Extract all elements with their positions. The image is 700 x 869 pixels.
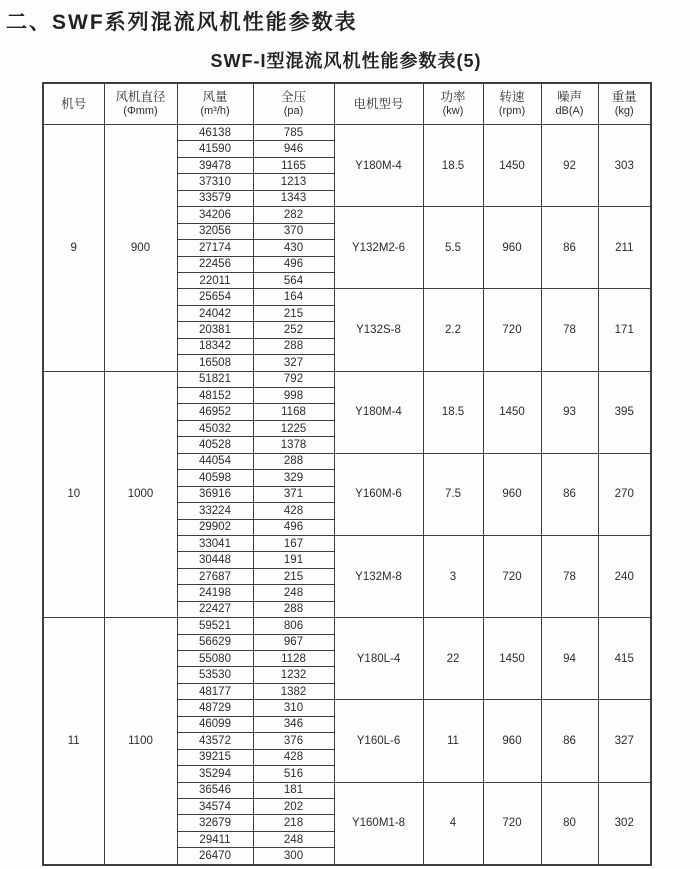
pressure-cell: 1213 <box>253 174 334 190</box>
flow-cell: 27687 <box>177 568 253 584</box>
pressure-cell: 282 <box>253 207 334 223</box>
flow-cell: 41590 <box>177 141 253 157</box>
speed-cell: 720 <box>483 535 541 617</box>
diameter-cell: 900 <box>104 125 177 372</box>
col-header-weight <box>598 83 651 125</box>
noise-cell: 86 <box>541 453 598 535</box>
pressure-cell: 215 <box>253 305 334 321</box>
power-cell: 5.5 <box>423 207 483 289</box>
flow-cell: 36916 <box>177 486 253 502</box>
pressure-cell: 310 <box>253 700 334 716</box>
col-header-unit: (pa) <box>283 105 304 117</box>
col-header-unit: (Φmm) <box>123 105 158 117</box>
pressure-cell: 430 <box>253 240 334 256</box>
motor-model-cell: Y180L-4 <box>334 618 423 700</box>
flow-cell: 26470 <box>177 848 253 865</box>
flow-cell: 33224 <box>177 503 253 519</box>
flow-cell: 44054 <box>177 453 253 469</box>
speed-cell: 1450 <box>483 125 541 207</box>
flow-cell: 37310 <box>177 174 253 190</box>
flow-cell: 18342 <box>177 338 253 354</box>
col-header-label: 噪声 <box>556 90 582 104</box>
weight-cell: 270 <box>598 453 651 535</box>
machine-no-cell: 10 <box>43 371 104 618</box>
noise-cell: 86 <box>541 207 598 289</box>
col-header-unit: dB(A) <box>555 105 584 117</box>
pressure-cell: 202 <box>253 798 334 814</box>
flow-cell: 53530 <box>177 667 253 683</box>
flow-cell: 32056 <box>177 223 253 239</box>
pressure-cell: 300 <box>253 848 334 865</box>
col-header-unit: (rpm) <box>498 105 526 117</box>
motor-model-cell: Y160L-6 <box>334 700 423 782</box>
power-cell: 7.5 <box>423 453 483 535</box>
col-header-noise <box>541 83 598 125</box>
flow-cell: 30448 <box>177 552 253 568</box>
flow-cell: 43572 <box>177 733 253 749</box>
noise-cell: 94 <box>541 618 598 700</box>
speed-cell: 960 <box>483 207 541 289</box>
flow-cell: 36546 <box>177 782 253 798</box>
pressure-cell: 1168 <box>253 404 334 420</box>
noise-cell: 93 <box>541 371 598 453</box>
pressure-cell: 167 <box>253 535 334 551</box>
table-row <box>43 618 651 634</box>
weight-cell: 415 <box>598 618 651 700</box>
speed-cell: 720 <box>483 782 541 865</box>
table-row <box>43 371 651 387</box>
pressure-cell: 191 <box>253 552 334 568</box>
col-header-speed <box>483 83 541 125</box>
col-header-label: 风量 <box>202 90 228 104</box>
pressure-cell: 288 <box>253 601 334 617</box>
pressure-cell: 329 <box>253 470 334 486</box>
flow-cell: 39215 <box>177 749 253 765</box>
pressure-cell: 218 <box>253 815 334 831</box>
col-header-unit: (m³/h) <box>200 105 230 117</box>
flow-cell: 25654 <box>177 289 253 305</box>
motor-model-cell: Y180M-4 <box>334 371 423 453</box>
pressure-cell: 215 <box>253 568 334 584</box>
flow-cell: 56629 <box>177 634 253 650</box>
pressure-cell: 248 <box>253 585 334 601</box>
pressure-cell: 346 <box>253 716 334 732</box>
machine-no-cell: 9 <box>43 125 104 372</box>
motor-model-cell: Y132M2-6 <box>334 207 423 289</box>
flow-cell: 33579 <box>177 190 253 206</box>
pressure-cell: 181 <box>253 782 334 798</box>
col-header-label: 功率 <box>440 90 466 104</box>
pressure-cell: 1225 <box>253 420 334 436</box>
header-row <box>43 83 651 125</box>
col-header-machine-no <box>43 83 104 125</box>
power-cell: 18.5 <box>423 371 483 453</box>
pressure-cell: 516 <box>253 766 334 782</box>
flow-cell: 45032 <box>177 420 253 436</box>
flow-cell: 48152 <box>177 388 253 404</box>
flow-cell: 40598 <box>177 470 253 486</box>
power-cell: 11 <box>423 700 483 782</box>
motor-model-cell: Y180M-4 <box>334 125 423 207</box>
noise-cell: 92 <box>541 125 598 207</box>
speed-cell: 960 <box>483 700 541 782</box>
speed-cell: 1450 <box>483 371 541 453</box>
flow-cell: 48177 <box>177 683 253 699</box>
pressure-cell: 967 <box>253 634 334 650</box>
motor-model-cell: Y132S-8 <box>334 289 423 371</box>
pressure-cell: 946 <box>253 141 334 157</box>
pressure-cell: 792 <box>253 371 334 387</box>
col-header-motor-model <box>334 83 423 125</box>
pressure-cell: 164 <box>253 289 334 305</box>
flow-cell: 46138 <box>177 125 253 141</box>
pressure-cell: 248 <box>253 831 334 847</box>
flow-cell: 34206 <box>177 207 253 223</box>
flow-cell: 27174 <box>177 240 253 256</box>
noise-cell: 78 <box>541 535 598 617</box>
noise-cell: 78 <box>541 289 598 371</box>
pressure-cell: 371 <box>253 486 334 502</box>
col-header-label: 电机型号 <box>353 96 404 111</box>
flow-cell: 33041 <box>177 535 253 551</box>
flow-cell: 22427 <box>177 601 253 617</box>
pressure-cell: 496 <box>253 519 334 535</box>
weight-cell: 303 <box>598 125 651 207</box>
noise-cell: 80 <box>541 782 598 865</box>
flow-cell: 24042 <box>177 305 253 321</box>
col-header-unit: (kg) <box>614 105 634 117</box>
col-header-flow <box>177 83 253 125</box>
pressure-cell: 252 <box>253 322 334 338</box>
flow-cell: 29411 <box>177 831 253 847</box>
pressure-cell: 785 <box>253 125 334 141</box>
pressure-cell: 1165 <box>253 157 334 173</box>
flow-cell: 39478 <box>177 157 253 173</box>
col-header-diameter <box>104 83 177 125</box>
pressure-cell: 806 <box>253 618 334 634</box>
flow-cell: 59521 <box>177 618 253 634</box>
flow-cell: 48729 <box>177 700 253 716</box>
power-cell: 22 <box>423 618 483 700</box>
pressure-cell: 1378 <box>253 437 334 453</box>
flow-cell: 22456 <box>177 256 253 272</box>
weight-cell: 171 <box>598 289 651 371</box>
table-header <box>43 83 651 125</box>
machine-no-cell: 11 <box>43 618 104 865</box>
speed-cell: 720 <box>483 289 541 371</box>
motor-model-cell: Y160M1-8 <box>334 782 423 865</box>
diameter-cell: 1100 <box>104 618 177 865</box>
pressure-cell: 327 <box>253 355 334 371</box>
pressure-cell: 288 <box>253 338 334 354</box>
pressure-cell: 496 <box>253 256 334 272</box>
speed-cell: 1450 <box>483 618 541 700</box>
pressure-cell: 428 <box>253 749 334 765</box>
flow-cell: 35294 <box>177 766 253 782</box>
motor-model-cell: Y160M-6 <box>334 453 423 535</box>
pressure-cell: 376 <box>253 733 334 749</box>
pressure-cell: 428 <box>253 503 334 519</box>
weight-cell: 211 <box>598 207 651 289</box>
col-header-label: 转速 <box>499 90 525 104</box>
flow-cell: 40528 <box>177 437 253 453</box>
col-header-pressure <box>253 83 334 125</box>
page-title: 二、SWF系列混流风机性能参数表 <box>6 11 358 34</box>
weight-cell: 240 <box>598 535 651 617</box>
table-row <box>43 125 651 141</box>
col-header-power <box>423 83 483 125</box>
flow-cell: 24198 <box>177 585 253 601</box>
speed-cell: 960 <box>483 453 541 535</box>
weight-cell: 327 <box>598 700 651 782</box>
pressure-cell: 1382 <box>253 683 334 699</box>
col-header-label: 重量 <box>611 90 637 104</box>
col-header-label: 全压 <box>280 90 306 104</box>
power-cell: 4 <box>423 782 483 865</box>
motor-model-cell: Y132M-8 <box>334 535 423 617</box>
pressure-cell: 288 <box>253 453 334 469</box>
pressure-cell: 370 <box>253 223 334 239</box>
col-header-unit: (kw) <box>442 105 464 117</box>
flow-cell: 22011 <box>177 272 253 288</box>
pressure-cell: 1128 <box>253 651 334 667</box>
power-cell: 3 <box>423 535 483 617</box>
power-cell: 2.2 <box>423 289 483 371</box>
col-header-label: 风机直径 <box>115 90 166 104</box>
col-header-label: 机号 <box>61 96 87 111</box>
fan-performance-table <box>42 82 652 866</box>
weight-cell: 302 <box>598 782 651 865</box>
pressure-cell: 564 <box>253 272 334 288</box>
flow-cell: 46952 <box>177 404 253 420</box>
flow-cell: 29902 <box>177 519 253 535</box>
power-cell: 18.5 <box>423 125 483 207</box>
weight-cell: 395 <box>598 371 651 453</box>
pressure-cell: 998 <box>253 388 334 404</box>
flow-cell: 16508 <box>177 355 253 371</box>
flow-cell: 20381 <box>177 322 253 338</box>
flow-cell: 46099 <box>177 716 253 732</box>
pressure-cell: 1343 <box>253 190 334 206</box>
table-subtitle: SWF-I型混流风机性能参数表(5) <box>210 51 482 71</box>
flow-cell: 55080 <box>177 651 253 667</box>
table-body <box>43 125 651 865</box>
flow-cell: 34574 <box>177 798 253 814</box>
pressure-cell: 1232 <box>253 667 334 683</box>
diameter-cell: 1000 <box>104 371 177 618</box>
noise-cell: 86 <box>541 700 598 782</box>
flow-cell: 32679 <box>177 815 253 831</box>
flow-cell: 51821 <box>177 371 253 387</box>
